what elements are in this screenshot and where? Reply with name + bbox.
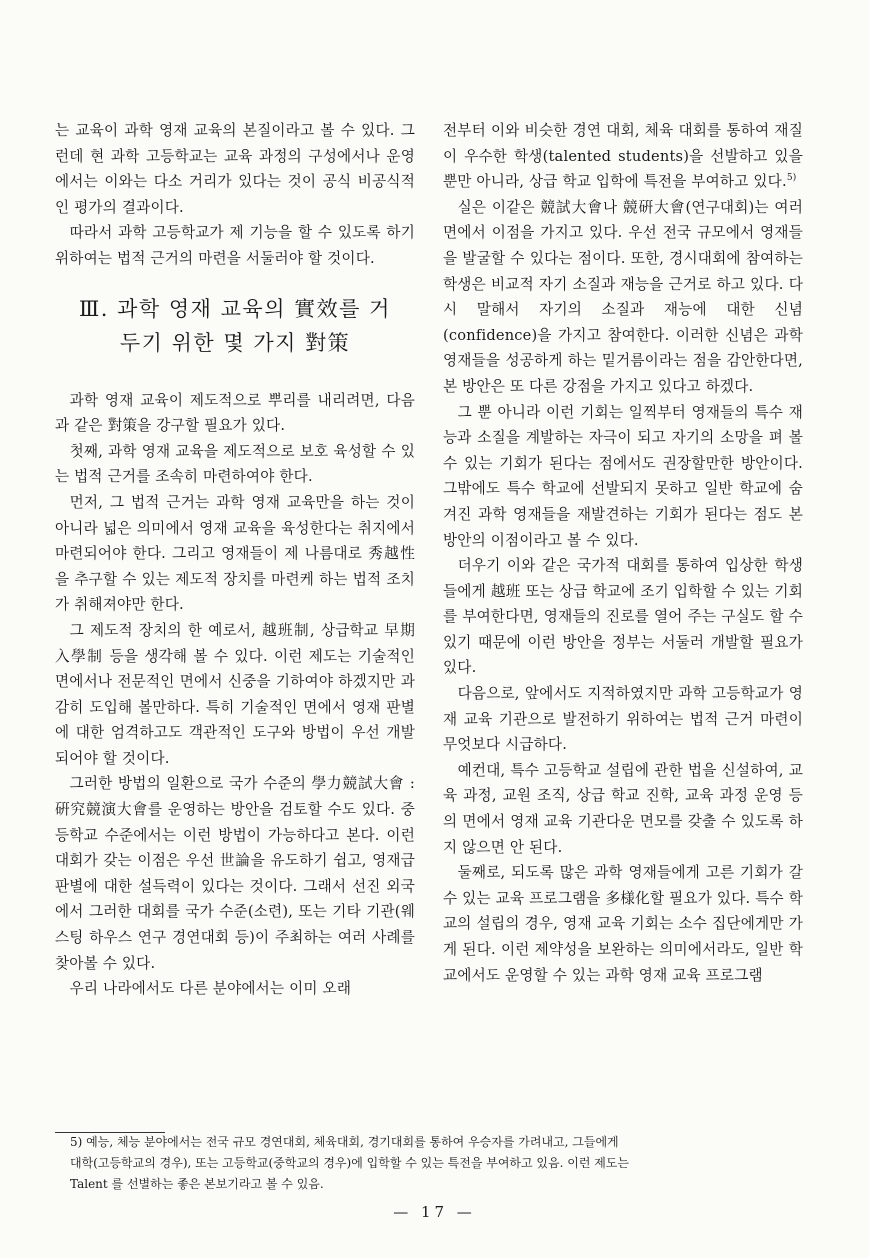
paragraph: 둘째로, 되도록 많은 과학 영재들에게 고른 기회가 갈 수 있는 교육 프로그램을 多様化할 필요가 있다. 특수 학교의 설립의 경우, 영재 교육 기회는 소수 집단에게만 가게 된다. 이런 제약성을 보완하는 의미에서라도, 일반 학교에서도 운영할 수 있는 과학 영재 교육 프로그램 [443, 864, 803, 984]
paragraph: 는 교육이 과학 영재 교육의 본질이라고 볼 수 있다. 그런데 현 과학 고등학교는 교육 과정의 구성에서나 운영에서는 이와는 다소 거리가 있다는 것이 공식 비공식적인 평가의 결과이다. [55, 122, 415, 216]
left-column [55, 118, 415, 1002]
footnote-line: 대학(고등학교의 경우), 또는 고등학교(중학교의 경우)에 입학할 수 있는 특전을 부여하고 있음. 이런 제도는 [70, 1156, 629, 1170]
paragraph: 우리 나라에서도 다른 분야에서는 이미 오래 [69, 980, 352, 998]
paragraph: 먼저, 그 법적 근거는 과학 영재 교육만을 하는 것이 아니라 넓은 의미에서 영재 교육을 육성한다는 취지에서 마련되어야 한다. 그리고 영재들이 제 나름대로 秀越性을 추구할 수 있는 제도적 장치를 마련케 하는 법적 조치가 취해져야만 한다. [55, 493, 415, 614]
paragraph: 그 뿐 아니라 이런 기회는 일찍부터 영재들의 특수 재능과 소질을 계발하는 자극이 되고 자기의 소망을 펴 볼 수 있는 기회가 된다는 점에서도 권장할만한 방안이다. 그밖에도 특수 학교에 선발되지 못하고 일반 학교에 숨겨진 과학 영재들을 재발견하는 기회가 된다는 점도 본 방안의 이점이라고 볼 수 있다. [443, 403, 803, 549]
footnote [70, 1132, 800, 1195]
paragraph-text: 전부터 이와 비슷한 경연 대회, 체육 대회를 통하여 재질이 우수한 학생(talented students)을 선발하고 있을 뿐만 아니라, 상급 학교 입학에 특전을 부여하고 있다. [443, 122, 803, 191]
right-column [443, 118, 803, 988]
paragraph: 그러한 방법의 일환으로 국가 수준의 學力競試大會 : 硏究競演大會를 운영하는 방안을 검토할 수도 있다. 중등학교 수준에서는 이런 방법이 가능하다고 본다. 이런 대회가 갖는 이점은 우선 世論을 유도하기 쉽고, 영재급 판별에 대한 설득력이 있다는 것이다. 그래서 선진 외국에서 그러한 대회를 국가 수준(소련), 또는 기타 기관(웨스팅 하우스 연구 경연대회 등)이 주최하는 여러 사례를 찾아볼 수 있다. [55, 775, 415, 972]
footnote-ref[interactable]: 5) [786, 173, 797, 184]
paragraph: 그 제도적 장치의 한 예로서, 越班制, 상급학교 早期入學制 등을 생각해 볼 수 있다. 이런 제도는 기술적인 면에서나 전문적인 면에서 신중을 기하여야 하겠지만 과감히 도입해 볼만하다. 특히 기술적인 면에서 영재 판별에 대한 엄격하고도 객관적인 도구와 방법이 우선 개발되어야 할 것이다. [55, 621, 415, 767]
footnote-line: Talent 를 선별하는 좋은 본보기라고 볼 수 있음. [70, 1177, 324, 1191]
paragraph [443, 118, 803, 195]
paragraph: 더우기 이와 같은 국가적 대회를 통하여 입상한 학생들에게 越班 또는 상급 학교에 조기 입학할 수 있는 기회를 부여한다면, 영재들의 진로를 열어 주는 구실도 할 수 있기 때문에 이런 방안을 정부는 서둘러 개발할 필요가 있다. [443, 557, 803, 677]
footnote-line: 5) 예능, 체능 분야에서는 전국 규모 경연대회, 체육대회, 경기대회를 통하여 우승자를 가려내고, 그들에게 [70, 1135, 619, 1149]
paragraph: 예컨대, 특수 고등학교 설립에 관한 법을 신설하여, 교육 과정, 교원 조직, 상급 학교 진학, 교육 과정 운영 등의 면에서 영재 교육 기관다운 면모를 갖출 수 있도록 하지 않으면 안 된다. [443, 761, 803, 856]
paragraph: 따라서 과학 고등학교가 제 기능을 할 수 있도록 하기 위하여는 법적 근거의 마련을 서둘러야 할 것이다. [55, 224, 415, 267]
paragraph: 첫째, 과학 영재 교육을 제도적으로 보호 육성할 수 있는 법적 근거를 조속히 마련하여야 한다. [55, 442, 415, 486]
section-heading-line: Ⅲ. 과학 영재 교육의 實效를 거 [79, 296, 391, 321]
page-number: — 17 — [393, 1203, 476, 1221]
paragraph: 다음으로, 앞에서도 지적하였지만 과학 고등학교가 영재 교육 기관으로 발전하기 위하여는 법적 근거 마련이 무엇보다 시급하다. [443, 685, 803, 754]
paragraph: 실은 이같은 競試大會나 競硏大會(연구대회)는 여러 면에서 이점을 가지고 있다. 우선 전국 규모에서 영재들을 발굴할 수 있다는 점이다. 또한, 경시대회에 참여하는 학생은 비교적 자기 소질과 재능을 근거로 하고 있다. 다시 말해서 자기의 소질과 재능에 대한 신념(confidence)을 가지고 참여한다. 이러한 신념은 과학 영재들을 성공하게 하는 밑거름이라는 점을 감안한다면, 본 방안은 또 다른 강점을 가지고 있다고 하겠다. [443, 198, 803, 395]
section-heading-line: 두기 위한 몇 가지 對策 [119, 330, 351, 355]
section-heading [55, 292, 415, 360]
paragraph: 과학 영재 교육이 제도적으로 뿌리를 내리려면, 다음과 같은 對策을 강구할 필요가 있다. [55, 391, 415, 435]
